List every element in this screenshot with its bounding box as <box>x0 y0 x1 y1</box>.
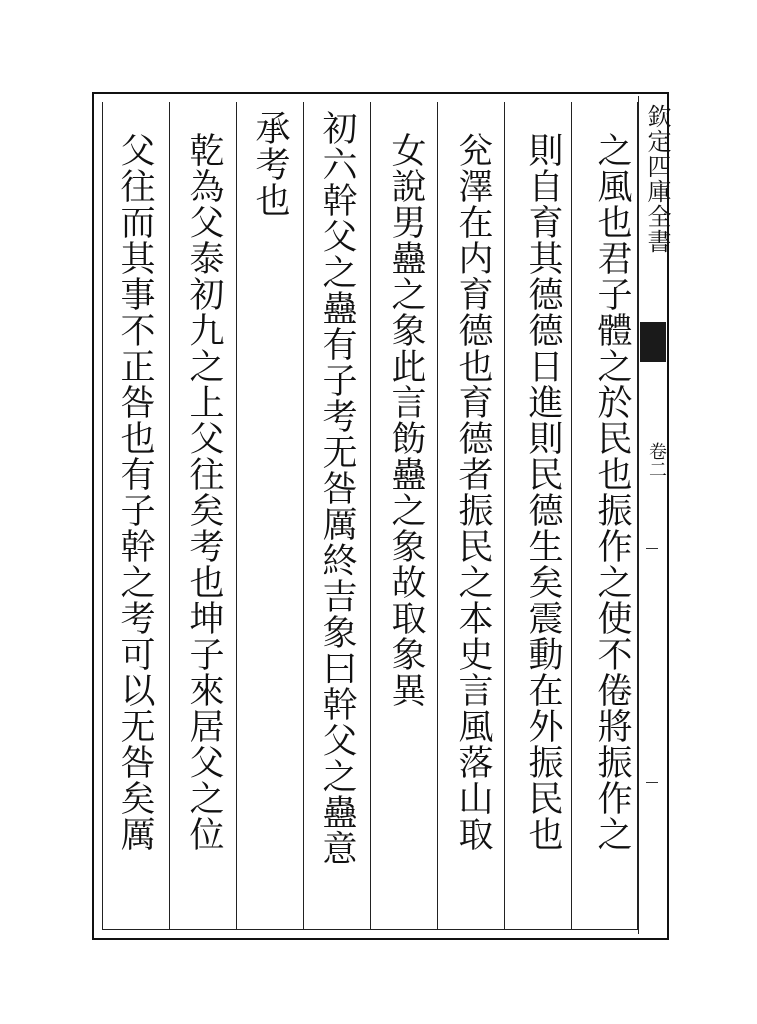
text-column-5: 初六幹父之蠱有子考无咎厲終吉象曰幹父之蠱意 <box>317 110 357 866</box>
gutter-title: 欽定四庫全書 <box>643 104 671 254</box>
gutter-tick-icon <box>646 782 658 791</box>
column-rule <box>504 102 505 930</box>
column-rule <box>571 102 572 930</box>
text-column-6: 承考也 <box>250 110 290 218</box>
column-rule <box>303 102 304 930</box>
column-rule <box>236 102 237 930</box>
text-column-2: 則自育其德德日進則民德生矣震動在外振民也 <box>523 132 563 852</box>
text-column-1: 之風也君子體之於民也振作之使不倦將振作之 <box>592 132 632 852</box>
column-rule <box>169 102 170 930</box>
text-column-8: 父往而其事不正咎也有子幹之考可以无咎矣厲 <box>115 132 155 852</box>
fishtail-mark-icon <box>640 322 666 362</box>
text-column-3: 兊澤在内育德也育德者振民之本史言風落山取 <box>453 132 493 852</box>
text-column-4: 女說男蠱之象此言飭蠱之象故取象異 <box>386 132 426 708</box>
gutter-juan-label: 卷二 <box>646 442 667 478</box>
column-rule <box>370 102 371 930</box>
gutter-tick-icon <box>646 548 658 557</box>
column-rule <box>437 102 438 930</box>
text-column-7: 乾為父泰初九之上父往矣考也坤子來居父之位 <box>184 132 224 852</box>
